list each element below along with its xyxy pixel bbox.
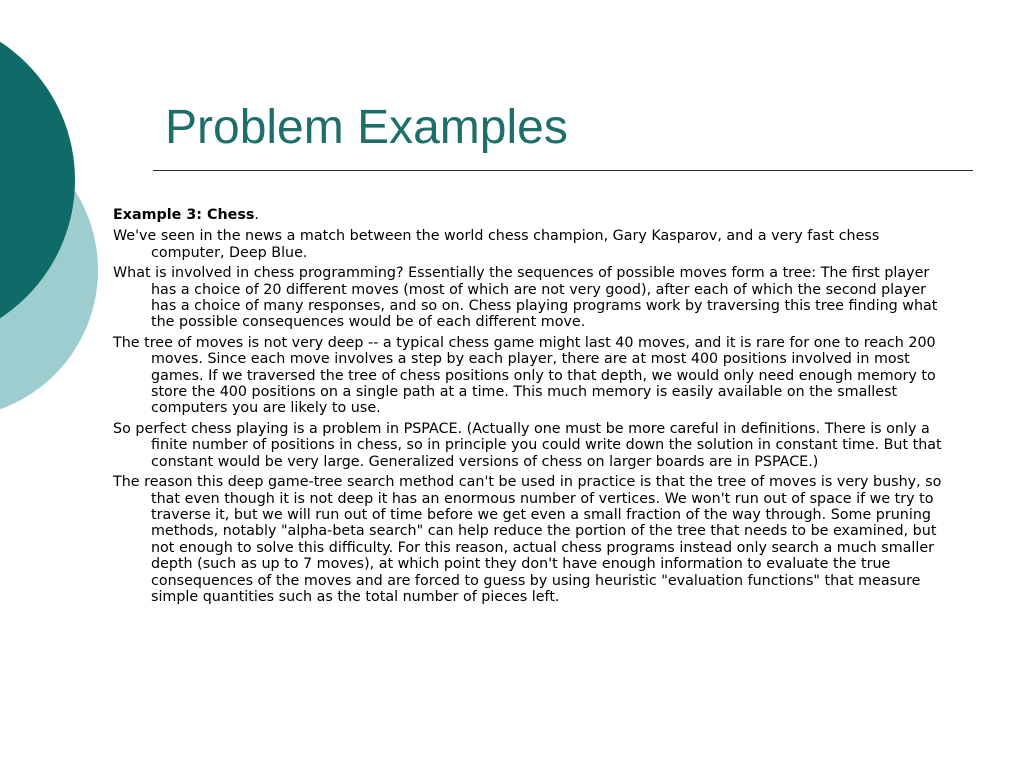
title-divider (153, 170, 973, 171)
paragraph-game-tree-search: The reason this deep game-tree search method can't be used in practice is that the tree of moves is very bushy, so that even though it is not deep it has an enormous number of vertices. We won't run out of space if we try to traverse it, but we will run out of time before we get even a small fraction of the way through. Some pruning methods, notably "alpha-beta search" can help reduce the portion of the tree that needs to be examined, but not enough to solve this difficulty. For this reason, actual chess programs instead only search a much smaller depth (such as up to 7 moves), at which point they don't have enough information to evaluate the true consequences of the moves and are forced to guess by using heuristic "evaluation functions" that measure simple quantities such as the total number of pieces left. (113, 474, 942, 605)
paragraph-pspace: So perfect chess playing is a problem in PSPACE. (Actually one must be more careful in definitions. There is only a finite number of positions in chess, so in principle you could write down the solution in constant time. But that constant would be very large. Generalized versions of chess on larger boards are in PSPACE.) (113, 420, 942, 470)
example-heading (113, 207, 953, 223)
paragraph-chess-programming: What is involved in chess programming? Essentially the sequences of possible moves form a tree: The first player has a choice of 20 different moves (most of which are not very good), after each of which the second player has a choice of many responses, and so on. Chess playing programs work by traversing this tree finding what the possible consequences would be of each different move. (113, 265, 938, 331)
paragraph-deep-blue: We've seen in the news a match between the world chess champion, Gary Kasparov, and a very fast chess computer, Deep Blue. (113, 228, 880, 261)
decorative-circles (0, 0, 110, 420)
example-heading-suffix: . (254, 207, 259, 223)
slide-title: Problem Examples (165, 101, 568, 154)
slide-body (113, 207, 953, 609)
example-heading-bold: Example 3: Chess (113, 207, 255, 223)
paragraph-tree-depth: The tree of moves is not very deep -- a typical chess game might last 40 moves, and it is rare for one to reach 200 moves. Since each move involves a step by each player, there are at most 400 positions involved in most games. If we traversed the tree of chess positions only to that depth, we would only need enough memory to store the 400 positions on a single path at a time. This much memory is easily available on the smallest computers you are likely to use. (113, 334, 936, 417)
